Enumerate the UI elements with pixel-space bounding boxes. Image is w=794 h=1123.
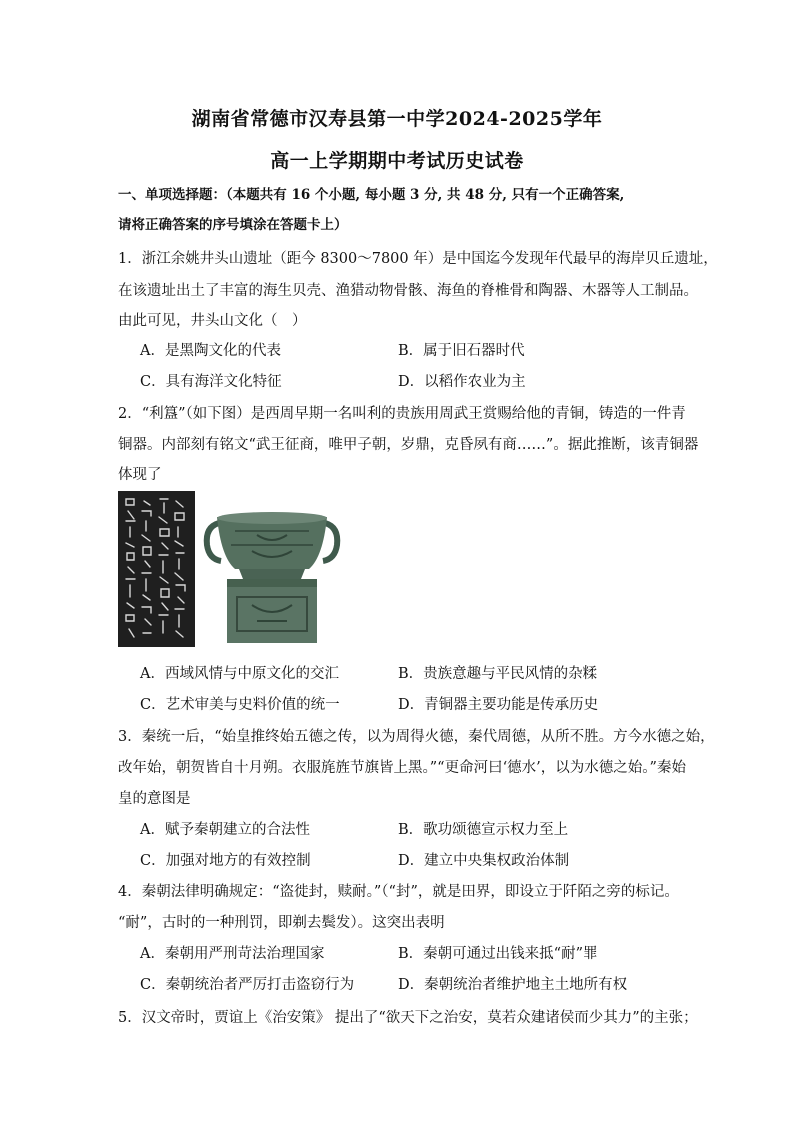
question-1-option-c[interactable]: C．具有海洋文化特征 (140, 374, 282, 390)
section-heading: 一、单项选择题：（本题共有 16 个小题, 每小题 3 分, 共 48 分, 只有一个正确答案, (118, 187, 625, 203)
question-3-line-1: 3．秦统一后，“始皇推终始五德之传，以为周得火德，秦代周德，从所不胜。方今水德之始， (118, 729, 715, 745)
question-5-line-1: 5．汉文帝时，贾谊上《治安策》 提出了“欲天下之治安，莫若众建诸侯而少其力”的主张； (118, 1010, 698, 1026)
exam-title-line1: 湖南省常德市汉寿县第一中学2024-2025学年 (191, 108, 603, 130)
question-1-line-3: 由此可见，井头山文化（ ） (118, 313, 307, 329)
question-2-option-b[interactable]: B．贵族意趣与平民风情的杂糅 (398, 666, 598, 682)
inscription-rubbing-image (118, 491, 195, 647)
question-1-option-d[interactable]: D．以稻作农业为主 (398, 374, 526, 390)
question-1-option-b[interactable]: B．属于旧石器时代 (398, 343, 525, 359)
question-4-option-d[interactable]: D．秦朝统治者维护地主土地所有权 (398, 977, 628, 993)
question-1-line-2: 在该遗址出土了丰富的海生贝壳、渔猎动物骨骸、海鱼的脊椎骨和陶器、木器等人工制品。 (118, 283, 698, 299)
question-3-line-3: 皇的意图是 (118, 791, 191, 807)
question-3-option-d[interactable]: D．建立中央集权政治体制 (398, 853, 570, 869)
question-3-option-c[interactable]: C．加强对地方的有效控制 (140, 853, 311, 869)
question-1-option-a[interactable]: A．是黑陶文化的代表 (140, 343, 281, 359)
section-instruction: 请将正确答案的序号填涂在答题卡上） (118, 217, 348, 233)
question-4-line-1: 4．秦朝法律明确规定：“盗徙封，赎耐。”（“封”，就是田界，即设立于阡陌之旁的标记。 (118, 884, 679, 900)
question-3-option-b[interactable]: B．歌功颂德宣示权力至上 (398, 822, 569, 838)
li-gui-bronze-vessel-image (197, 505, 347, 647)
question-2-line-3: 体现了 (118, 467, 162, 483)
question-4-option-c[interactable]: C．秦朝统治者严厉打击盗窃行为 (140, 977, 355, 993)
question-3-option-a[interactable]: A．赋予秦朝建立的合法性 (140, 822, 310, 838)
question-3-line-2: 改年始，朝贺皆自十月朔。衣服旄旌节旗皆上黑。”“更命河曰‘德水’，以为水德之始。”秦始 (118, 760, 686, 776)
question-2-option-d[interactable]: D．青铜器主要功能是传承历史 (398, 697, 599, 713)
question-2-option-a[interactable]: A．西域风情与中原文化的交汇 (140, 666, 339, 682)
question-4-option-b[interactable]: B．秦朝可通过出钱来抵“耐”罪 (398, 946, 598, 962)
question-2-option-c[interactable]: C．艺术审美与史料价值的统一 (140, 697, 340, 713)
exam-title-line2: 高一上学期期中考试历史试卷 (270, 150, 524, 172)
question-1-line-1: 1．浙江余姚井头山遗址（距今 8300～7800 年）是中国迄今发现年代最早的海岸贝丘遗址， (118, 251, 718, 267)
question-4-line-2: “耐”，古时的一种刑罚，即剃去鬓发）。这突出表明 (118, 915, 445, 931)
question-2-line-1: 2．“利簋”（如下图）是西周早期一名叫利的贵族用周武王赏赐给他的青铜，铸造的一件青 (118, 406, 686, 422)
question-2-line-2: 铜器。内部刻有铭文“武王征商，唯甲子朝，岁鼎，克昏夙有商……”。据此推断，该青铜器 (118, 437, 699, 453)
question-4-option-a[interactable]: A．秦朝用严刑苛法治理国家 (140, 946, 325, 962)
